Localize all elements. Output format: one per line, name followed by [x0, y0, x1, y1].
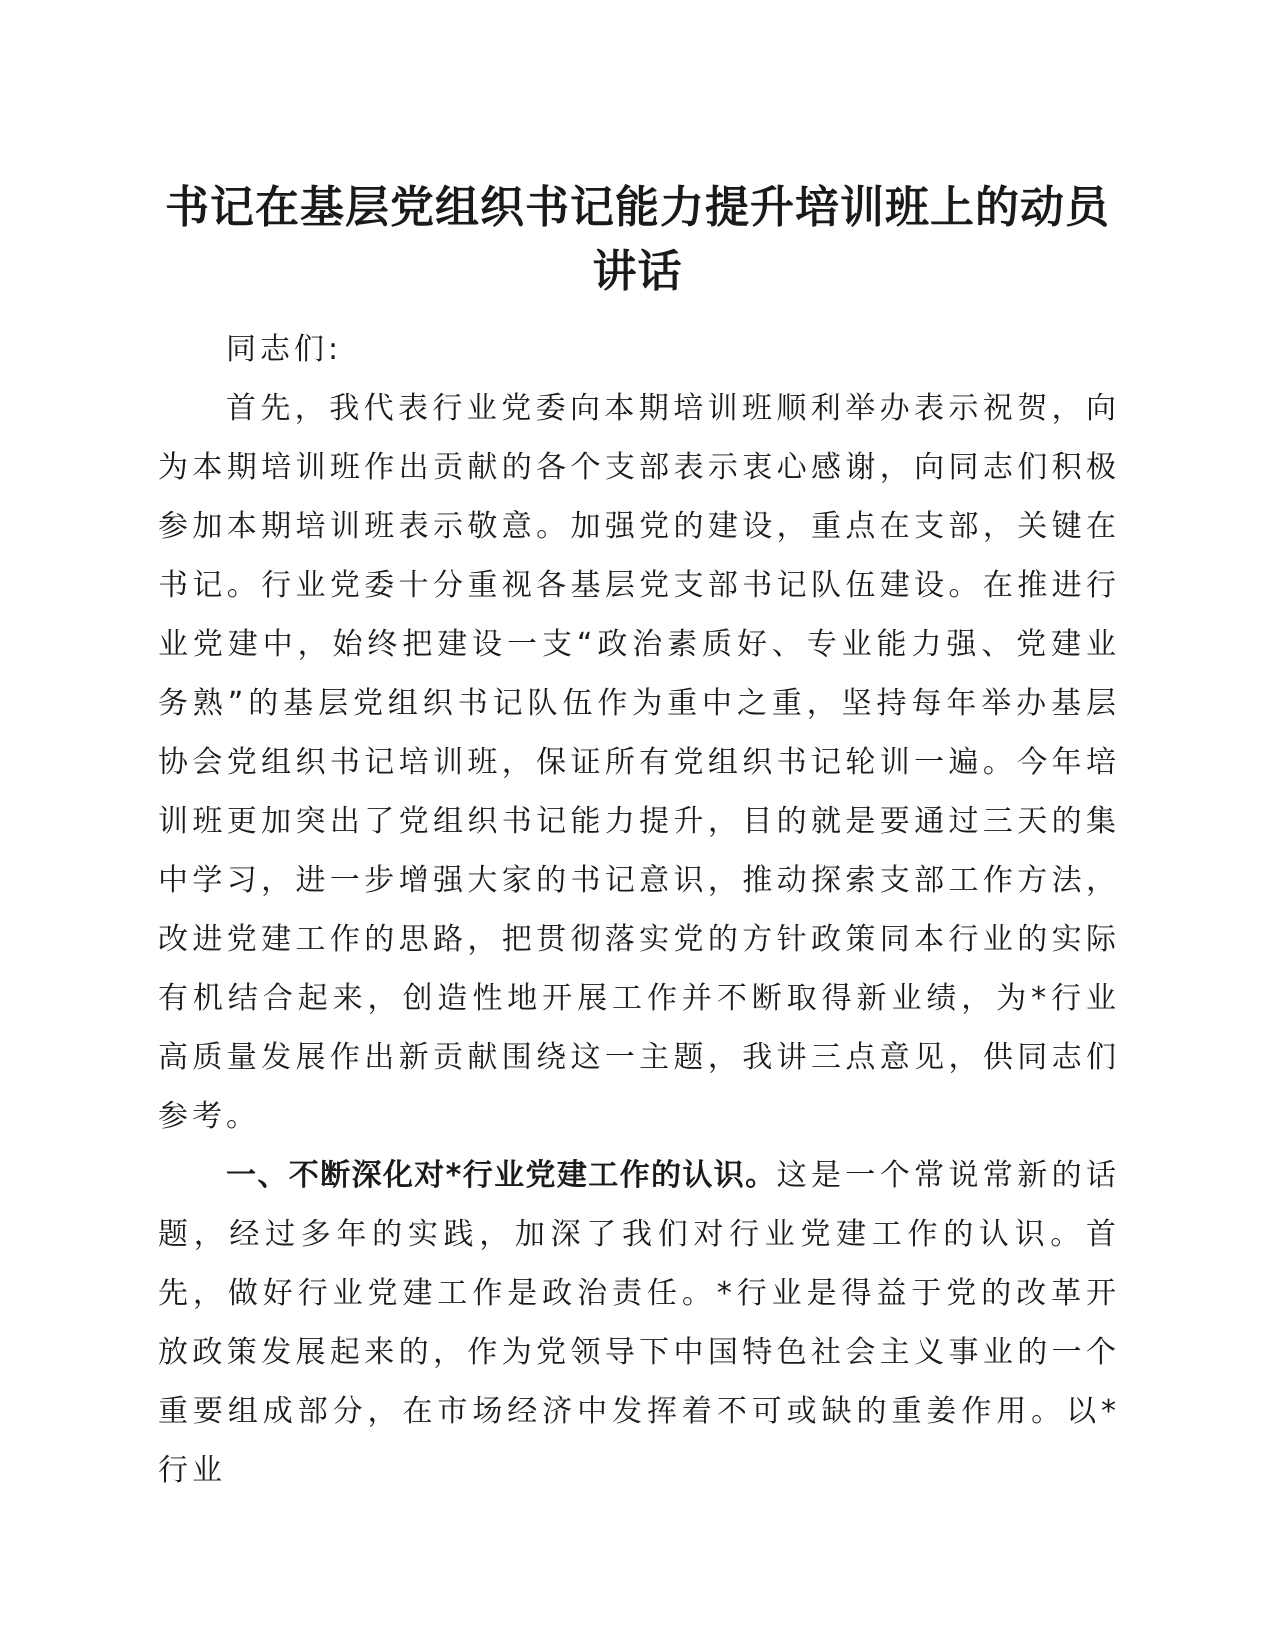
- document-body: [158, 320, 1120, 1500]
- paragraph-section-1: [158, 1146, 1120, 1500]
- section-1-heading: 一、不断深化对*行业党建工作的认识。: [226, 1158, 777, 1193]
- section-1-text: 这是一个常说常新的话题，经过多年的实践，加深了我们对行业党建工作的认识。首先，做好行业党建工作是政治责任。*行业是得益于党的改革开放政策发展起来的，作为党领导下中国特色社会主义事业的一个重要组成部分，在市场经济中发挥着不可或缺的重姜作用。以*行业: [158, 1158, 1120, 1488]
- paragraph-opening: 首先，我代表行业党委向本期培训班顺利举办表示祝贺，向为本期培训班作出贡献的各个支部表示衷心感谢，向同志们积极参加本期培训班表示敬意。加强党的建设，重点在支部，关键在书记。行业党委十分重视各基层党支部书记队伍建设。在推进行业党建中，始终把建设一支“政治素质好、专业能力强、党建业务熟”的基层党组织书记队伍作为重中之重，坚持每年举办基层协会党组织书记培训班，保证所有党组织书记轮训一遍。今年培训班更加突出了党组织书记能力提升，目的就是要通过三天的集中学习，进一步增强大家的书记意识，推动探索支部工作方法，改进党建工作的思路，把贯彻落实党的方针政策同本行业的实际有机结合起来，创造性地开展工作并不断取得新业绩，为*行业高质量发展作出新贡献围绕这一主题，我讲三点意见，供同志们参考。: [158, 391, 1120, 1134]
- document-title: 书记在基层党组织书记能力提升培训班上的动员讲话: [165, 182, 1110, 297]
- salutation: 同志们:: [226, 332, 343, 367]
